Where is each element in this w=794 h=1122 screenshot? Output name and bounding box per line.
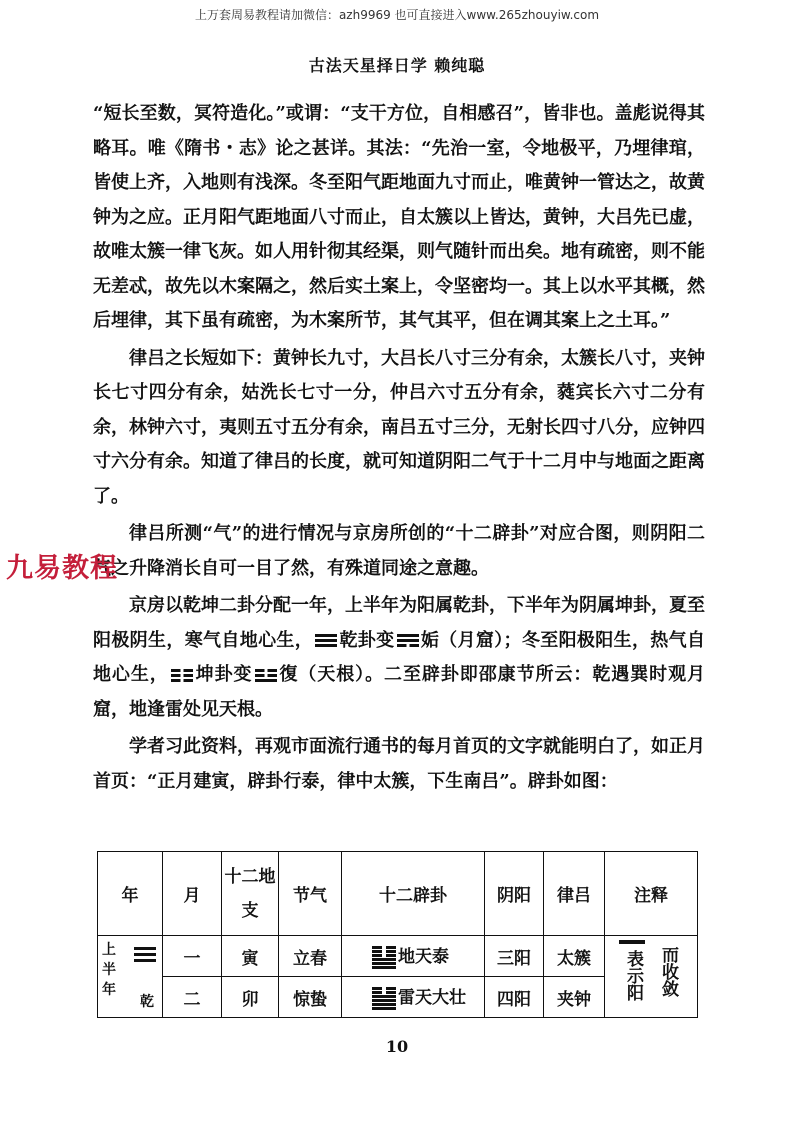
table-header-row (98, 852, 698, 936)
watermark-logo: 九易教程 (6, 553, 118, 584)
gua-name: 雷天大壮 (398, 987, 466, 1008)
paragraph: 律吕所测“气”的进行情况与京房所创的“十二辟卦”对应合图，则阴阳二气之升降消长自可一目了然，有殊道同途之意趣。 (93, 523, 705, 579)
yinyang-cell: 三阳 (485, 936, 544, 977)
term-cell: 立春 (279, 936, 342, 977)
year-cell (98, 936, 163, 1018)
paragraph-segment: 姤（月窟）；冬至阳极阳生，热气自地心生， (93, 629, 705, 685)
column-header: 十二辟卦 (342, 852, 485, 936)
gua-name: 地天泰 (398, 946, 449, 967)
month-cell: 二 (163, 977, 222, 1018)
column-header: 月 (163, 852, 222, 936)
paragraph-segment: 坤卦变 (194, 664, 253, 685)
column-header: 律吕 (544, 852, 605, 936)
page-header: 古法天星择日学 赖纯聪 (308, 56, 486, 75)
xun-trigram-icon (397, 632, 419, 649)
dazhuang-hexagram-icon (372, 986, 396, 1012)
branch-cell: 卯 (222, 977, 279, 1018)
column-header: 年 (98, 852, 163, 936)
table-row (98, 936, 698, 977)
note-cell (605, 936, 698, 1018)
paragraph: 学者习此资料，再观市面流行通书的每月首页的文字就能明白了，如正月首页：“正月建寅，辟卦行泰，律中太簇，下生南吕”。辟卦如图： (93, 736, 705, 792)
kun-trigram-icon (171, 667, 193, 684)
year-trigram-name: 乾 (140, 994, 154, 1010)
lulu-cell: 夹钟 (544, 977, 605, 1018)
column-header: 十二地支 (222, 852, 279, 936)
lulu-cell: 太簇 (544, 936, 605, 977)
gua-cell (342, 936, 485, 977)
paragraph: “短长至数，冥符造化。”或谓：“支干方位，自相感召”，皆非也。盖彪说得其略耳。唯《隋书・志》论之甚详。其法：“先治一室，令地极平，乃埋律琯，皆使上齐，入地则有浅深。冬至阳气距地面九寸而止，唯黄钟一管达之，故黄钟为之应。正月阳气距地面八寸而止，自太簇以上皆达，黄钟，大吕先已虚，故唯太簇一律飞灰。如人用针彻其经渠，则气随针而出矣。地有疏密，则不能无差忒，故先以木案隔之，然后实土案上，令坚密均一。其上以水平其概，然后埋律，其下虽有疏密，为木案所节，其气其平，但在调其案上之土耳。” (93, 103, 705, 331)
column-header: 阴阳 (485, 852, 544, 936)
body-text (93, 97, 705, 802)
note-left: 表示阳 (623, 950, 643, 1001)
column-header: 节气 (279, 852, 342, 936)
paragraph (93, 589, 705, 727)
year-label: 上半年 (102, 942, 116, 998)
paragraph-segment: 復（天根）。二至辟卦即邵康节所云：乾遇巽时观月窟，地逢雷处见天根。 (93, 664, 706, 720)
yinyang-cell: 四阳 (485, 977, 544, 1018)
note-right: 而收敛 (658, 946, 678, 997)
pitch-pipe-table (97, 851, 698, 1018)
term-cell: 惊蛰 (279, 977, 342, 1018)
month-cell: 一 (163, 936, 222, 977)
page-number: 10 (385, 1037, 409, 1056)
qian-trigram-icon (315, 632, 337, 649)
column-header: 注释 (605, 852, 698, 936)
yang-line-icon (619, 940, 645, 944)
branch-cell: 寅 (222, 936, 279, 977)
paragraph: 律吕之长短如下：黄钟长九寸，大吕长八寸三分有余，太簇长八寸，夹钟长七寸四分有余，姑洗长七寸一分，仲吕六寸五分有余，蕤宾长六寸二分有余，林钟六寸，夷则五寸五分有余，南吕五寸三分，无射长四寸八分，应钟四寸六分有余。知道了律吕的长度，就可知道阴阳二气于十二月中与地面之距离了。 (93, 347, 705, 507)
paragraph-segment: 京房以乾坤二卦分配一年，上半年为阳属乾卦，下半年为阴属坤卦，夏至阳极阴生，寒气自地心生， (93, 595, 705, 651)
gua-cell (342, 977, 485, 1018)
paragraph-segment: 乾卦变 (339, 629, 395, 651)
zhen-trigram-icon (255, 667, 277, 684)
top-banner: 上万套周易教程请加微信：azh9969 也可直接进入www.265zhouyiw.com (194, 8, 600, 22)
tai-hexagram-icon (372, 945, 396, 971)
qian-trigram-icon (134, 944, 156, 965)
